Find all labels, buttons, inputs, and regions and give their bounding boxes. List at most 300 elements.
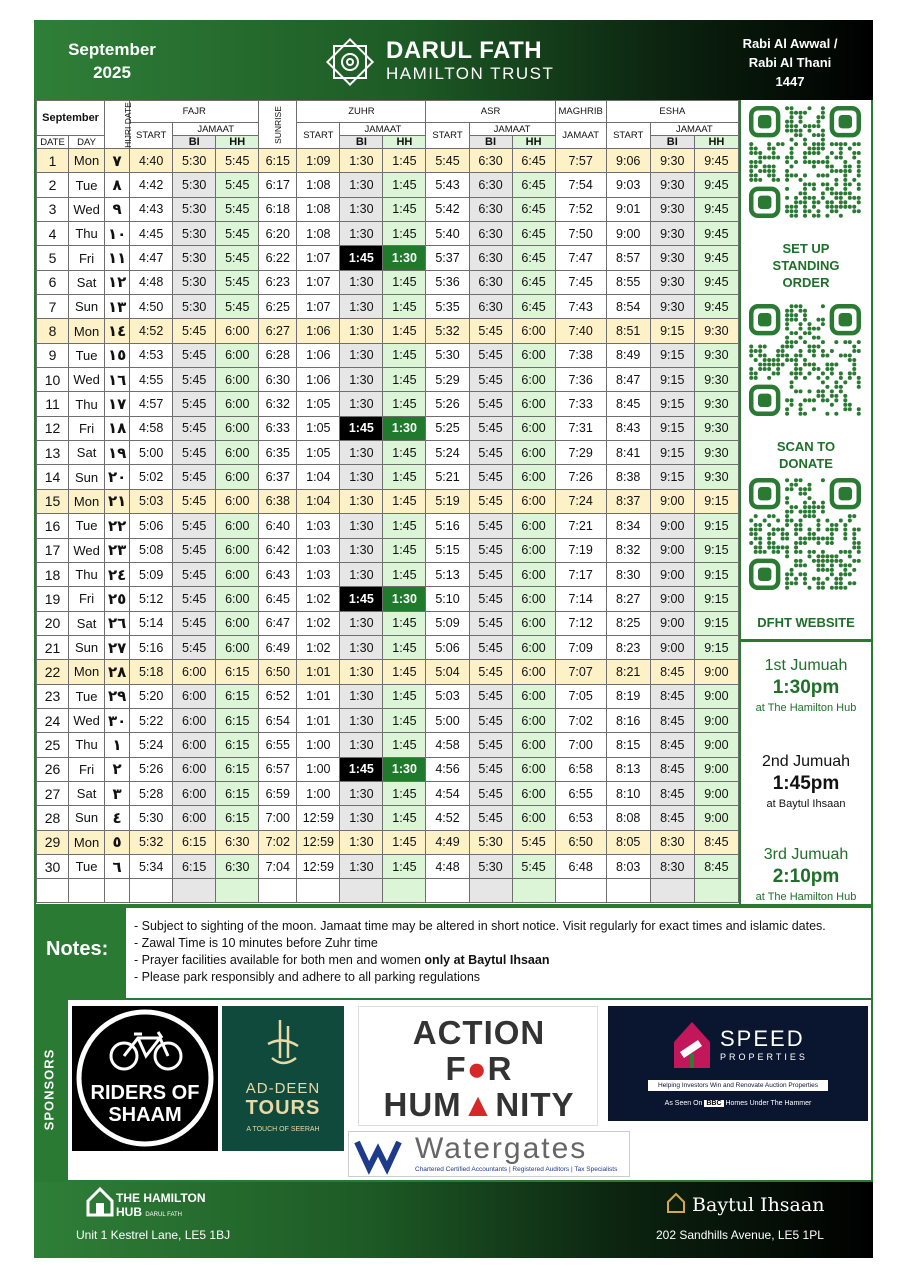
prayer-table-wrap — [36, 100, 739, 904]
cell-zb: 1:30 — [340, 441, 383, 465]
cell-es: 9:06 — [606, 149, 650, 173]
cell-zb: 1:30 — [340, 295, 383, 319]
cell-zh: 1:30 — [383, 757, 426, 781]
cell-eb: 9:15 — [650, 441, 694, 465]
cell-zh: 1:45 — [383, 392, 426, 416]
cell-mj: 7:36 — [555, 368, 606, 392]
cell-fb: 5:45 — [173, 611, 216, 635]
cell-ah: 6:00 — [512, 489, 555, 513]
cell-mj: 7:05 — [555, 684, 606, 708]
zuhr-start-h: START — [297, 123, 340, 149]
esha-hh-h: HH — [694, 136, 738, 149]
table-row — [37, 319, 739, 343]
cell-hijri: ٢٧ — [105, 635, 130, 659]
cell-eb: 8:45 — [650, 806, 694, 830]
cell-zb: 1:30 — [340, 197, 383, 221]
cell-ab: 5:45 — [469, 757, 512, 781]
jumuah-1 — [741, 656, 871, 716]
cell-date: 3 — [37, 197, 69, 221]
cell-blank — [173, 879, 216, 903]
cell-hijri: ٢٤ — [105, 562, 130, 586]
cell-mj: 7:02 — [555, 708, 606, 732]
sponsor-action-for-humanity[interactable] — [358, 1006, 598, 1126]
cell-sr: 6:22 — [259, 246, 297, 270]
cell-fs: 4:57 — [130, 392, 173, 416]
sponsor-ad-deen-tours[interactable] — [222, 1006, 344, 1151]
cell-blank — [555, 879, 606, 903]
cell-fb: 5:45 — [173, 635, 216, 659]
cell-fh: 6:00 — [216, 441, 259, 465]
table-row — [37, 514, 739, 538]
cell-day: Sat — [69, 441, 105, 465]
cell-fb: 5:30 — [173, 149, 216, 173]
cell-fb: 5:45 — [173, 465, 216, 489]
cell-fs: 4:40 — [130, 149, 173, 173]
cell-day: Tue — [69, 854, 105, 878]
cell-es: 8:21 — [606, 660, 650, 684]
cell-zh: 1:45 — [383, 806, 426, 830]
cell-hijri: ٧ — [105, 149, 130, 173]
cell-eh: 9:30 — [694, 368, 738, 392]
cell-date: 4 — [37, 222, 69, 246]
cell-ab: 5:45 — [469, 416, 512, 440]
cell-date: 11 — [37, 392, 69, 416]
header-esha: ESHA — [606, 101, 738, 123]
cell-ab: 6:30 — [469, 295, 512, 319]
cell-eh: 9:15 — [694, 538, 738, 562]
qr1-label-1: SET UP — [782, 241, 830, 256]
cell-zs: 1:01 — [297, 660, 340, 684]
cell-fb: 5:45 — [173, 587, 216, 611]
cell-zb: 1:30 — [340, 538, 383, 562]
fajr-start-h: START — [130, 123, 173, 149]
cell-mj: 7:14 — [555, 587, 606, 611]
cell-eb: 9:00 — [650, 635, 694, 659]
cell-mj: 7:09 — [555, 635, 606, 659]
cell-as: 5:45 — [426, 149, 469, 173]
cell-fs: 5:20 — [130, 684, 173, 708]
cell-zs: 1:00 — [297, 781, 340, 805]
logo-icon — [322, 34, 378, 90]
cell-as: 5:36 — [426, 270, 469, 294]
cell-es: 8:23 — [606, 635, 650, 659]
cell-day: Thu — [69, 733, 105, 757]
cell-fs: 5:03 — [130, 489, 173, 513]
cell-date: 29 — [37, 830, 69, 854]
cell-fs: 5:18 — [130, 660, 173, 684]
cell-mj: 7:07 — [555, 660, 606, 684]
cell-fb: 6:00 — [173, 660, 216, 684]
cell-sr: 6:38 — [259, 489, 297, 513]
cell-ab: 6:30 — [469, 149, 512, 173]
cell-fs: 4:50 — [130, 295, 173, 319]
cell-day: Tue — [69, 343, 105, 367]
jumuah-2-place: at Baytul Ihsaan — [766, 798, 846, 810]
cell-fb: 5:30 — [173, 270, 216, 294]
cell-ab: 6:30 — [469, 222, 512, 246]
cell-eh: 9:00 — [694, 684, 738, 708]
cell-zb: 1:30 — [340, 514, 383, 538]
cell-fs: 5:16 — [130, 635, 173, 659]
cell-sr: 6:47 — [259, 611, 297, 635]
cell-fh: 6:00 — [216, 465, 259, 489]
cell-mj: 7:45 — [555, 270, 606, 294]
cell-fs: 5:09 — [130, 562, 173, 586]
cell-zb: 1:30 — [340, 733, 383, 757]
cell-zh: 1:45 — [383, 781, 426, 805]
note-2: - Zawal Time is 10 minutes before Zuhr time — [134, 936, 378, 950]
note-3: - Prayer facilities available for both men and women only at Baytul Ihsaan — [134, 953, 550, 967]
cell-eb: 8:30 — [650, 854, 694, 878]
cell-blank — [650, 879, 694, 903]
cell-zs: 1:07 — [297, 295, 340, 319]
hamilton-hub-logo — [86, 1187, 206, 1222]
cell-ab: 5:45 — [469, 660, 512, 684]
cell-zh: 1:45 — [383, 538, 426, 562]
cell-zs: 1:07 — [297, 270, 340, 294]
cell-eh: 9:15 — [694, 489, 738, 513]
cell-ah: 6:45 — [512, 246, 555, 270]
cell-hijri: ٣ — [105, 781, 130, 805]
cell-eb: 9:15 — [650, 368, 694, 392]
cell-ab: 6:30 — [469, 173, 512, 197]
cell-zb: 1:45 — [340, 757, 383, 781]
cell-fs: 5:22 — [130, 708, 173, 732]
cell-day: Sun — [69, 295, 105, 319]
baytul-address: 202 Sandhills Avenue, LE5 1PL — [656, 1228, 824, 1242]
cell-sr: 6:23 — [259, 270, 297, 294]
cell-fh: 6:30 — [216, 830, 259, 854]
cell-ah: 5:45 — [512, 854, 555, 878]
cell-fh: 6:15 — [216, 708, 259, 732]
cell-hijri: ١٦ — [105, 368, 130, 392]
cell-mj: 7:33 — [555, 392, 606, 416]
table-row-blank — [37, 879, 739, 903]
cell-fs: 4:42 — [130, 173, 173, 197]
year-label: 2025 — [93, 63, 131, 82]
jumuah-3 — [741, 845, 871, 905]
cell-day: Mon — [69, 149, 105, 173]
cell-day: Sun — [69, 806, 105, 830]
cell-fb: 5:30 — [173, 173, 216, 197]
cell-zh: 1:45 — [383, 270, 426, 294]
cell-mj: 7:52 — [555, 197, 606, 221]
cell-fh: 6:00 — [216, 489, 259, 513]
cell-ah: 6:00 — [512, 708, 555, 732]
cell-eh: 9:45 — [694, 173, 738, 197]
cell-hijri: ٢٠ — [105, 465, 130, 489]
cell-ab: 5:45 — [469, 708, 512, 732]
cell-sr: 6:57 — [259, 757, 297, 781]
cell-eh: 9:00 — [694, 660, 738, 684]
qr-code-donate[interactable] — [749, 304, 861, 416]
jumuah-2 — [741, 752, 871, 812]
baytul-house-icon — [666, 1192, 686, 1214]
zuhr-bi-h: BI — [340, 136, 383, 149]
cell-date: 15 — [37, 489, 69, 513]
cell-zh: 1:45 — [383, 684, 426, 708]
speed-seen-on: As Seen On BBC Homes Under The Hammer — [664, 1100, 812, 1107]
cell-ah: 6:00 — [512, 514, 555, 538]
cell-date: 8 — [37, 319, 69, 343]
cell-es: 8:55 — [606, 270, 650, 294]
cell-mj: 7:31 — [555, 416, 606, 440]
cell-mj: 6:48 — [555, 854, 606, 878]
cell-ab: 6:30 — [469, 197, 512, 221]
cell-date: 2 — [37, 173, 69, 197]
cell-mj: 7:47 — [555, 246, 606, 270]
qr3-label: DFHT WEBSITE — [757, 615, 855, 630]
sponsor-watergates[interactable] — [348, 1131, 630, 1177]
cell-as: 5:30 — [426, 343, 469, 367]
cell-eb: 9:30 — [650, 222, 694, 246]
cell-zs: 1:00 — [297, 757, 340, 781]
cell-zb: 1:30 — [340, 489, 383, 513]
cell-eb: 9:15 — [650, 465, 694, 489]
cell-sr: 6:15 — [259, 149, 297, 173]
cell-day: Sun — [69, 465, 105, 489]
cell-day: Wed — [69, 708, 105, 732]
cell-date: 22 — [37, 660, 69, 684]
cell-eh: 9:00 — [694, 733, 738, 757]
cell-es: 8:34 — [606, 514, 650, 538]
cell-es: 8:51 — [606, 319, 650, 343]
hub-text: THE HAMILTON HUB DARUL FATH — [116, 1191, 206, 1219]
cell-mj: 7:21 — [555, 514, 606, 538]
note-4: - Please park responsibly and adhere to all parking regulations — [134, 970, 481, 984]
cell-sr: 6:18 — [259, 197, 297, 221]
cell-eh: 9:15 — [694, 635, 738, 659]
cell-eh: 9:00 — [694, 806, 738, 830]
cell-fb: 6:00 — [173, 684, 216, 708]
cell-as: 5:32 — [426, 319, 469, 343]
cell-as: 5:25 — [426, 416, 469, 440]
cell-as: 5:37 — [426, 246, 469, 270]
cell-day: Fri — [69, 246, 105, 270]
cell-blank — [512, 879, 555, 903]
esha-bi-h: BI — [650, 136, 694, 149]
cell-es: 8:54 — [606, 295, 650, 319]
cell-fs: 4:45 — [130, 222, 173, 246]
cell-hijri: ١ — [105, 733, 130, 757]
cell-day: Fri — [69, 757, 105, 781]
cell-fs: 5:12 — [130, 587, 173, 611]
table-row — [37, 149, 739, 173]
cell-zs: 1:00 — [297, 733, 340, 757]
brand-subtitle: HAMILTON TRUST — [386, 64, 555, 83]
table-row — [37, 587, 739, 611]
cell-zh: 1:45 — [383, 149, 426, 173]
cell-ah: 6:45 — [512, 222, 555, 246]
footer — [34, 1182, 873, 1258]
qr-code-website[interactable] — [749, 478, 861, 590]
cell-zs: 1:02 — [297, 635, 340, 659]
cell-zh: 1:45 — [383, 368, 426, 392]
cell-eb: 8:45 — [650, 684, 694, 708]
table-row — [37, 343, 739, 367]
table-row — [37, 295, 739, 319]
speed-tagline: Helping Investors Win and Renovate Auction Properties — [648, 1080, 828, 1091]
cell-zs: 1:08 — [297, 222, 340, 246]
cell-date: 24 — [37, 708, 69, 732]
sponsors — [36, 1000, 871, 1180]
cell-day: Thu — [69, 392, 105, 416]
cell-mj: 7:57 — [555, 149, 606, 173]
jumuah-1-place: at The Hamilton Hub — [755, 702, 857, 714]
zuhr-hh-h: HH — [383, 136, 426, 149]
sponsors-label: SPONSORS — [36, 1000, 68, 1180]
cell-zb: 1:45 — [340, 246, 383, 270]
qr-code-standing-order[interactable] — [749, 106, 861, 218]
jumuah-1-time: 1:30pm — [772, 677, 840, 698]
cell-ah: 6:45 — [512, 149, 555, 173]
cell-date: 9 — [37, 343, 69, 367]
cell-as: 4:54 — [426, 781, 469, 805]
cell-fb: 6:15 — [173, 830, 216, 854]
cell-fs: 4:55 — [130, 368, 173, 392]
cell-eb: 9:00 — [650, 489, 694, 513]
cell-eh: 9:30 — [694, 343, 738, 367]
cell-mj: 7:50 — [555, 222, 606, 246]
cell-zb: 1:45 — [340, 587, 383, 611]
cell-ah: 6:00 — [512, 757, 555, 781]
cell-zb: 1:30 — [340, 270, 383, 294]
cell-zb: 1:30 — [340, 854, 383, 878]
cell-ah: 6:45 — [512, 270, 555, 294]
cell-zb: 1:30 — [340, 562, 383, 586]
cell-as: 5:42 — [426, 197, 469, 221]
cell-es: 8:45 — [606, 392, 650, 416]
cell-date: 10 — [37, 368, 69, 392]
cell-es: 8:03 — [606, 854, 650, 878]
cell-ah: 6:00 — [512, 441, 555, 465]
cell-as: 5:35 — [426, 295, 469, 319]
cell-date: 6 — [37, 270, 69, 294]
cell-hijri: ٣٠ — [105, 708, 130, 732]
cell-as: 5:40 — [426, 222, 469, 246]
cell-zh: 1:45 — [383, 465, 426, 489]
cell-fh: 6:00 — [216, 368, 259, 392]
cell-mj: 7:12 — [555, 611, 606, 635]
house-gavel-icon — [670, 1016, 714, 1070]
sponsor-speed-properties[interactable] — [608, 1006, 868, 1121]
cell-mj: 7:24 — [555, 489, 606, 513]
hub-house-icon — [86, 1187, 114, 1217]
cell-date: 28 — [37, 806, 69, 830]
cell-zb: 1:45 — [340, 416, 383, 440]
cell-zb: 1:30 — [340, 319, 383, 343]
hijri-year: 1447 — [775, 74, 805, 89]
cell-as: 5:16 — [426, 514, 469, 538]
cell-sr: 6:35 — [259, 441, 297, 465]
cell-date: 16 — [37, 514, 69, 538]
sponsor-riders-of-shaam[interactable] — [72, 1006, 218, 1151]
cell-zs: 1:03 — [297, 514, 340, 538]
cell-day: Wed — [69, 538, 105, 562]
cell-fh: 5:45 — [216, 173, 259, 197]
cell-date: 18 — [37, 562, 69, 586]
hijri-line-2: Rabi Al Thani — [748, 55, 832, 70]
cell-zs: 1:06 — [297, 368, 340, 392]
cell-sr: 6:45 — [259, 587, 297, 611]
hub-address: Unit 1 Kestrel Lane, LE5 1BJ — [76, 1228, 231, 1242]
cell-fh: 6:00 — [216, 416, 259, 440]
notes-box — [126, 908, 871, 998]
cell-eb: 8:45 — [650, 660, 694, 684]
cell-eb: 8:45 — [650, 757, 694, 781]
header-zuhr: ZUHR — [297, 101, 426, 123]
cell-zh: 1:45 — [383, 733, 426, 757]
cell-zh: 1:45 — [383, 854, 426, 878]
cell-fs: 5:30 — [130, 806, 173, 830]
cell-ab: 5:45 — [469, 343, 512, 367]
cell-fh: 6:15 — [216, 806, 259, 830]
cell-zh: 1:45 — [383, 197, 426, 221]
cell-ab: 5:45 — [469, 514, 512, 538]
cell-mj: 7:17 — [555, 562, 606, 586]
cell-zs: 1:04 — [297, 489, 340, 513]
watergates-name: Watergates — [415, 1132, 588, 1165]
cell-day: Mon — [69, 319, 105, 343]
cell-es: 8:05 — [606, 830, 650, 854]
cell-ah: 6:00 — [512, 733, 555, 757]
cell-hijri: ١٤ — [105, 319, 130, 343]
cell-fb: 5:45 — [173, 368, 216, 392]
cell-hijri: ٨ — [105, 173, 130, 197]
cell-eh: 8:45 — [694, 830, 738, 854]
cell-day: Tue — [69, 514, 105, 538]
cell-blank — [259, 879, 297, 903]
action-text: ACTION F●R HUM▲NITY — [383, 1014, 575, 1123]
cell-sr: 7:00 — [259, 806, 297, 830]
cell-eb: 8:45 — [650, 733, 694, 757]
cell-sr: 6:49 — [259, 635, 297, 659]
cell-zh: 1:45 — [383, 562, 426, 586]
cell-hijri: ٢٩ — [105, 684, 130, 708]
cell-sr: 7:04 — [259, 854, 297, 878]
cell-fh: 6:15 — [216, 781, 259, 805]
table-row — [37, 806, 739, 830]
cell-fh: 6:00 — [216, 319, 259, 343]
cell-sr: 6:17 — [259, 173, 297, 197]
table-row — [37, 538, 739, 562]
cell-eb: 9:30 — [650, 270, 694, 294]
cell-zb: 1:30 — [340, 806, 383, 830]
table-row — [37, 416, 739, 440]
cell-eb: 8:45 — [650, 781, 694, 805]
cell-zs: 1:03 — [297, 538, 340, 562]
cell-eb: 9:15 — [650, 416, 694, 440]
cell-day: Wed — [69, 368, 105, 392]
cell-zb: 1:30 — [340, 635, 383, 659]
cell-fb: 5:45 — [173, 416, 216, 440]
cell-ah: 6:00 — [512, 392, 555, 416]
table-row — [37, 660, 739, 684]
cell-day: Thu — [69, 562, 105, 586]
cell-sr: 6:50 — [259, 660, 297, 684]
cell-fb: 6:00 — [173, 708, 216, 732]
cell-sr: 6:43 — [259, 562, 297, 586]
header-day: DAY — [69, 136, 105, 149]
cell-zb: 1:30 — [340, 660, 383, 684]
cell-hijri: ٢٣ — [105, 538, 130, 562]
jumuah-3-time: 2:10pm — [772, 866, 840, 887]
table-row — [37, 489, 739, 513]
cell-zh: 1:45 — [383, 319, 426, 343]
cell-fb: 5:30 — [173, 222, 216, 246]
cell-date: 7 — [37, 295, 69, 319]
baytul-name: Baytul Ihsaan — [692, 1194, 825, 1216]
